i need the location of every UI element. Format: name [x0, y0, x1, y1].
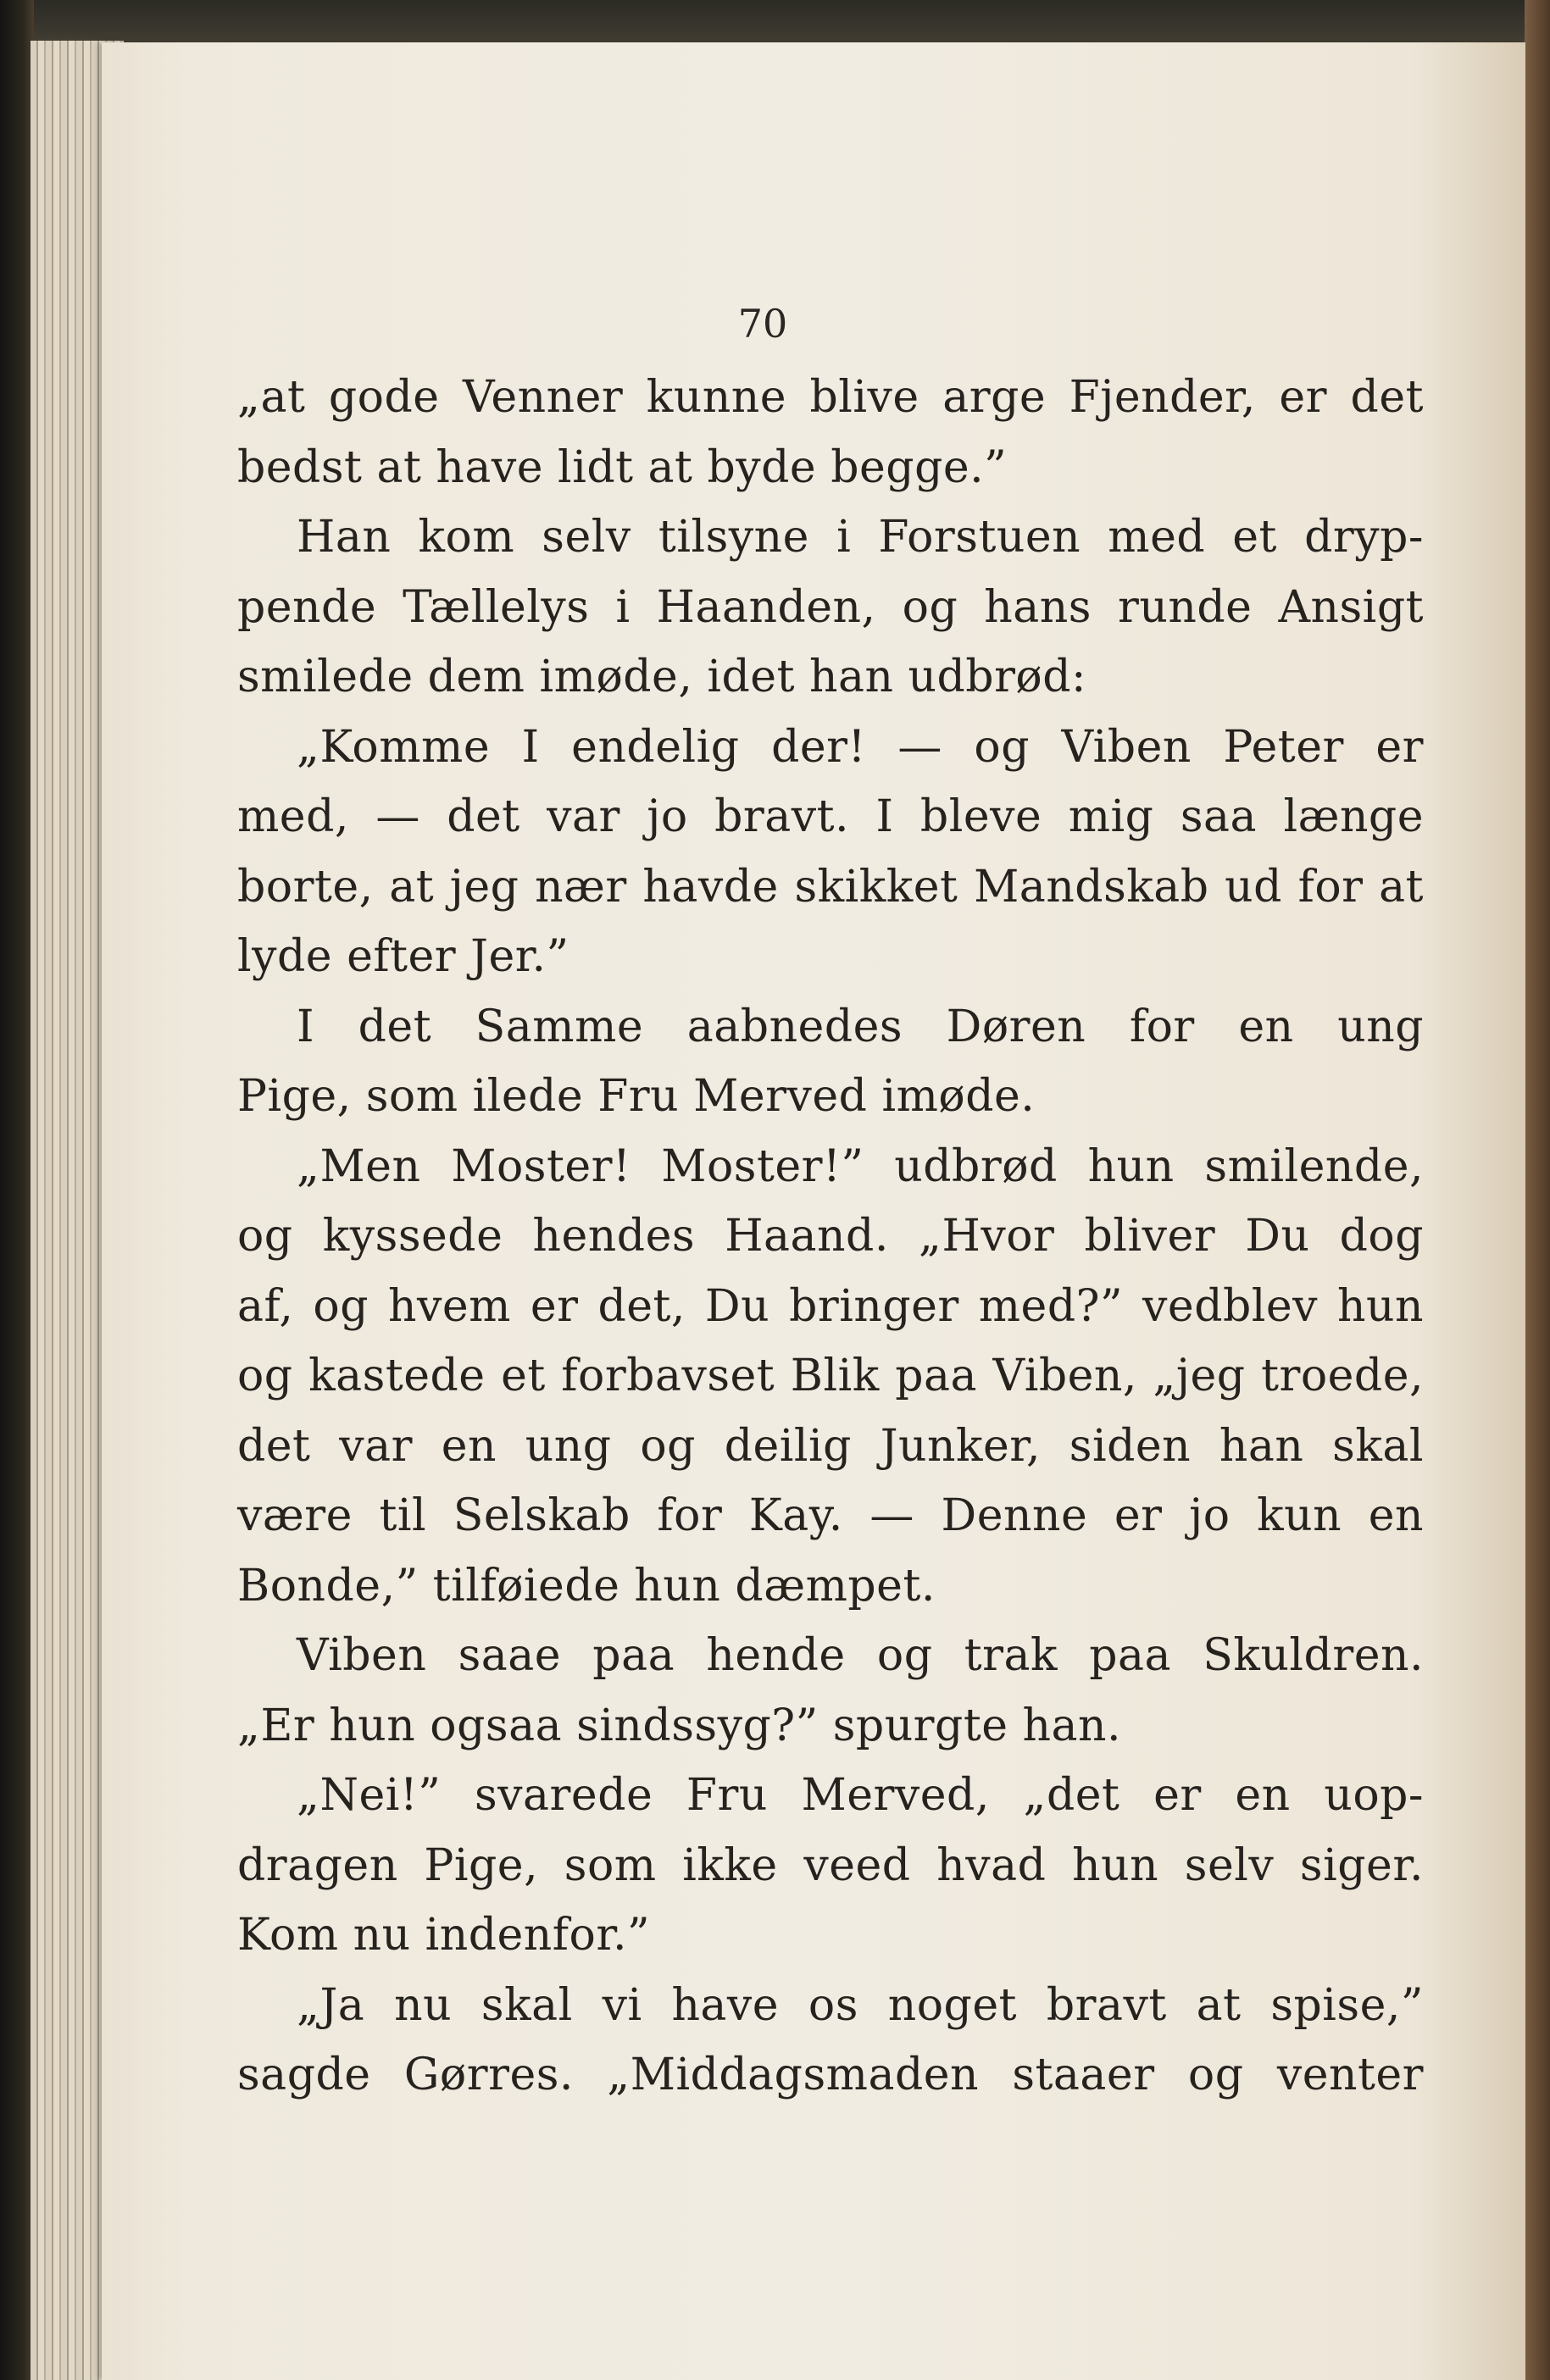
text-line: borte, at jeg nær havde skikket Mandskab ud for at — [237, 861, 1424, 913]
text-line: være til Selskab for Kay. — Denne er jo kun en — [237, 1490, 1424, 1541]
text-line: I det Samme aabnedes Døren for en ung — [297, 1001, 1424, 1052]
text-line: Kom nu indenfor.” — [237, 1910, 651, 1961]
text-line: Han kom selv tilsyne i Forstuen med et dryp- — [297, 512, 1424, 563]
text-line: Viben saae paa hende og trak paa Skuldren. — [297, 1630, 1424, 1681]
text-line: og kastede et forbavset Blik paa Viben, „jeg troede, — [237, 1351, 1424, 1401]
book-binding — [0, 0, 34, 2380]
text-line: pende Tællelys i Haanden, og hans runde Ansigt — [237, 581, 1424, 633]
page-number: 70 — [737, 301, 788, 347]
text-line: „Komme I endelig der! — og Viben Peter er — [297, 721, 1424, 773]
text-line: af, og hvem er det, Du bringer med?” vedblev hun — [237, 1280, 1424, 1332]
text-line: „Nei!” svarede Fru Merved, „det er en uop- — [297, 1770, 1424, 1821]
text-line: og kyssede hendes Haand. „Hvor bliver Du dog — [237, 1211, 1424, 1262]
text-line: smilede dem imøde, idet han udbrød: — [237, 652, 1087, 702]
body-text — [237, 363, 1424, 2111]
text-line: lyde efter Jer.” — [237, 931, 569, 982]
text-line: Pige, som ilede Fru Merved imøde. — [237, 1071, 1036, 1122]
text-line: det var en ung og deilig Junker, siden han skal — [237, 1420, 1424, 1472]
text-line: Bonde,” tilføiede hun dæmpet. — [237, 1560, 936, 1612]
text-line: „at gode Venner kunne blive arge Fjender, er det — [237, 372, 1424, 423]
text-line: sagde Gørres. „Middagsmaden staaer og venter — [237, 2050, 1424, 2100]
text-line: dragen Pige, som ikke veed hvad hun selv siger. — [237, 1839, 1424, 1891]
text-line: „Men Moster! Moster!” udbrød hun smilende, — [297, 1140, 1424, 1192]
text-line: med, — det var jo bravt. I bleve mig saa længe — [237, 791, 1424, 842]
text-line: bedst at have lidt at byde begge.” — [237, 441, 1008, 493]
text-line: „Ja nu skal vi have os noget bravt at spise,” — [297, 1979, 1424, 2031]
text-line: „Er hun ogsaa sindssyg?” spurgte han. — [237, 1700, 1122, 1751]
book-right-edge — [1525, 0, 1550, 2380]
